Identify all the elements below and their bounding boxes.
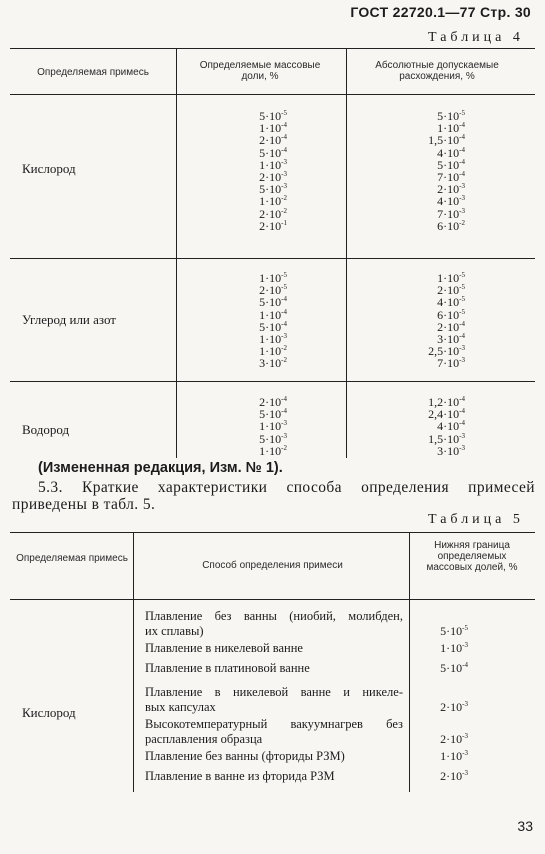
table4-header-impurity: Определяемая примесь (37, 67, 149, 78)
table5-method-row (145, 749, 403, 764)
table4-header-deviation: Абсолютные допускаемые расхождения, % (375, 60, 499, 82)
table-cell-value: $2\cdot 10^{-1}$ (259, 218, 287, 233)
table-cell-value: $1,5\cdot 10^{-3}$ (428, 431, 465, 446)
table-cell-value: $5\cdot 10^{-4}$ (259, 145, 287, 160)
table5-method-row (145, 769, 403, 784)
table-cell-value: $5\cdot 10^{-3}$ (259, 182, 287, 197)
table5-lower-limit-value: $2\cdot 10^{-3}$ (440, 732, 468, 746)
table-cell-value: $1\cdot 10^{-5}$ (259, 271, 287, 285)
table-cell-value: $5\cdot 10^{-4}$ (437, 157, 465, 172)
table-cell-value: $1\cdot 10^{-3}$ (259, 157, 287, 172)
table5-lower-limit-value: $1\cdot 10^{-3}$ (440, 749, 468, 763)
table-cell-value: $3\cdot 10^{-3}$ (437, 443, 465, 458)
table-cell-value: $4\cdot 10^{-3}$ (437, 194, 465, 209)
table-cell-value: $2\cdot 10^{-5}$ (437, 283, 465, 298)
table5-impurity-oxygen: Кислород (22, 705, 76, 720)
table-cell-value: $7\cdot 10^{-3}$ (437, 206, 465, 221)
table5-lower-limit-value: $5\cdot 10^{-4}$ (440, 661, 468, 675)
table-cell-value: $1,2\cdot 10^{-4}$ (428, 395, 465, 409)
table-cell-value: $5\cdot 10^{-3}$ (259, 431, 287, 446)
table-cell-value: $1\cdot 10^{-2}$ (259, 344, 287, 359)
table4-hydrogen-deviation-column (428, 396, 465, 457)
table-cell-value: $2\cdot 10^{-4}$ (259, 133, 287, 148)
table-cell-value: $1\cdot 10^{-3}$ (259, 332, 287, 347)
table-cell-value: $4\cdot 10^{-4}$ (437, 145, 465, 160)
table5-method-text: Плавление в никелевой ванне (145, 641, 303, 655)
table5-header-method: Способ определения примеси (202, 560, 343, 571)
table5-method-row (145, 609, 403, 639)
table5-lower-limit-value: $5\cdot 10^{-5}$ (440, 624, 468, 638)
table5-header-impurity: Определяемая примесь (16, 553, 128, 564)
table-cell-value: $4\cdot 10^{-5}$ (437, 295, 465, 310)
table-cell-value: $2\cdot 10^{-5}$ (259, 283, 287, 298)
amendment-note: (Измененная редакция, Изм. № 1). (38, 460, 283, 476)
table-cell-value: $3\cdot 10^{-4}$ (437, 332, 465, 347)
table-cell-value: $1\cdot 10^{-5}$ (437, 271, 465, 285)
table5-caption: Таблица 5 (428, 512, 524, 527)
table5-method-text: их сплавы) (145, 624, 204, 638)
table5-method-row (145, 661, 403, 676)
table4-impurity-carbon-nitrogen: Углерод или азот (22, 312, 116, 327)
table-cell-value: $5\cdot 10^{-4}$ (259, 319, 287, 334)
table-cell-value: $2\cdot 10^{-2}$ (259, 206, 287, 221)
table5-method-text: вых капсулах (145, 700, 216, 714)
table-cell-value: $4\cdot 10^{-4}$ (437, 419, 465, 434)
table-cell-value: $1\cdot 10^{-2}$ (259, 194, 287, 209)
table4-impurity-oxygen: Кислород (22, 161, 76, 176)
table-cell-value: $2,5\cdot 10^{-3}$ (428, 344, 465, 359)
table-cell-value: $1\cdot 10^{-4}$ (259, 121, 287, 136)
table4-hydrogen-mass-column (259, 396, 287, 457)
table-cell-value: $1\cdot 10^{-2}$ (259, 443, 287, 458)
paragraph-line-2: приведены в табл. 5. (12, 496, 156, 513)
table-cell-value: $2\cdot 10^{-4}$ (437, 319, 465, 334)
page-header: ГОСТ 22720.1—77 Стр. 30 (350, 4, 531, 20)
table-cell-value: $1\cdot 10^{-4}$ (259, 307, 287, 322)
table-cell-value: $7\cdot 10^{-3}$ (437, 356, 465, 371)
table5-header-lower-limit: Нижняя граница определяемых массовых долей, % (426, 540, 518, 573)
table-cell-value: $2\cdot 10^{-4}$ (259, 395, 287, 409)
table4-carbon-deviation-column (428, 272, 465, 370)
table5-lower-limit-value: $2\cdot 10^{-3}$ (440, 700, 468, 714)
table-cell-value: $5\cdot 10^{-4}$ (259, 407, 287, 422)
table-cell-value: $3\cdot 10^{-2}$ (259, 356, 287, 371)
table4-oxygen-mass-column (259, 110, 287, 232)
table-cell-value: $5\cdot 10^{-5}$ (437, 109, 465, 123)
page-number: 33 (517, 818, 533, 834)
table5-method-row (145, 685, 403, 715)
table-cell-value: $2,4\cdot 10^{-4}$ (428, 407, 465, 422)
table5-method-text: Плавление без ванны (ниобий, молибден, (145, 609, 403, 623)
table5-method-text: Плавление в никелевой ванне и никеле- (145, 685, 403, 699)
table5-method-row (145, 717, 403, 747)
table4-oxygen-deviation-column (428, 110, 465, 232)
table-cell-value: $7\cdot 10^{-4}$ (437, 170, 465, 185)
table-cell-value: $1\cdot 10^{-3}$ (259, 419, 287, 434)
table5-lower-limit-value: $2\cdot 10^{-3}$ (440, 769, 468, 783)
table4-carbon-mass-column (259, 272, 287, 370)
table5-method-text: Плавление в платиновой ванне (145, 661, 310, 675)
table-cell-value: $5\cdot 10^{-4}$ (259, 295, 287, 310)
table-cell-value: $6\cdot 10^{-5}$ (437, 307, 465, 322)
table5-method-row (145, 641, 403, 656)
table5-method-text: Плавление без ванны (фториды РЗМ) (145, 749, 345, 763)
table-cell-value: $2\cdot 10^{-3}$ (437, 182, 465, 197)
table-cell-value: $5\cdot 10^{-5}$ (259, 109, 287, 123)
table4-impurity-hydrogen: Водород (22, 422, 70, 437)
table-cell-value: $2\cdot 10^{-3}$ (259, 170, 287, 185)
table-cell-value: $1,5\cdot 10^{-4}$ (428, 133, 465, 148)
table5-method-text: Плавление в ванне из фторида РЗМ (145, 769, 335, 783)
table4-caption: Таблица 4 (428, 30, 524, 45)
table5-method-text: Высокотемпературный вакуумнагрев без (145, 717, 403, 731)
table5-method-text: расплавления образца (145, 732, 263, 746)
paragraph-line-1: 5.3. Краткие характеристики способа определения примесей (38, 479, 535, 496)
table5-lower-limit-value: $1\cdot 10^{-3}$ (440, 641, 468, 655)
table4-header-mass: Определяемые массовые доли, % (199, 60, 321, 82)
table-cell-value: $1\cdot 10^{-4}$ (437, 121, 465, 136)
table-cell-value: $6\cdot 10^{-2}$ (437, 218, 465, 233)
